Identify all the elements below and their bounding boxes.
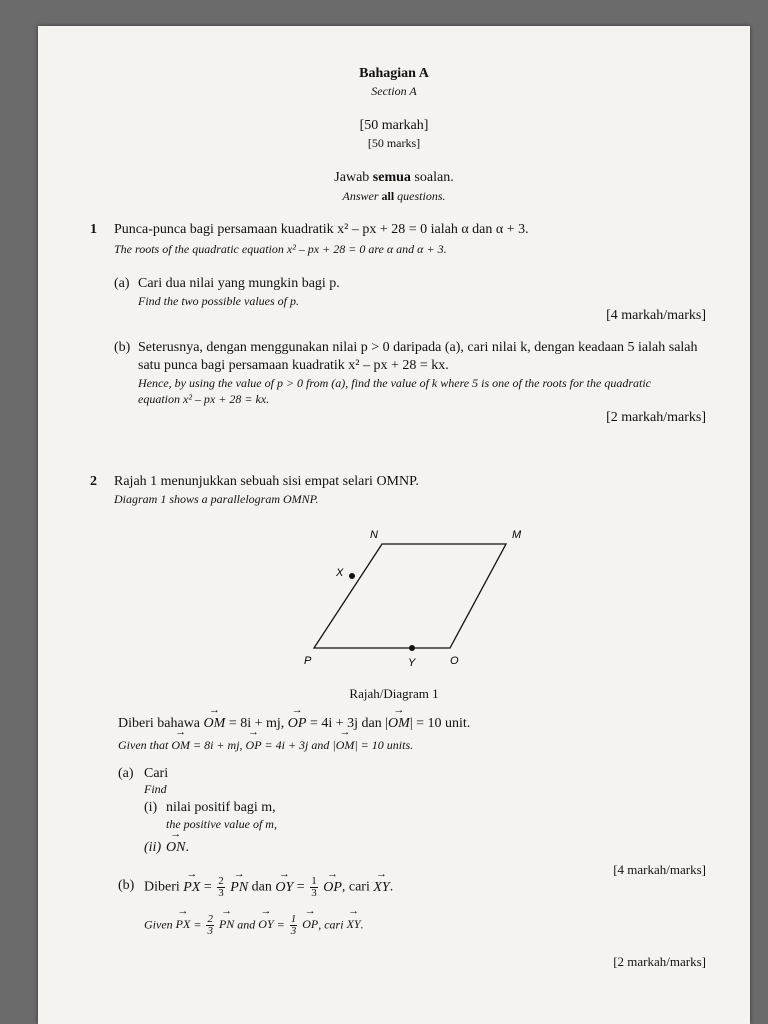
q2b-marks: [2 markah/marks] (613, 954, 706, 969)
q1a-text-en: Find the two possible values of p. (138, 294, 299, 308)
q2-stem: Rajah 1 menunjukkan sebuah sisi empat selari OMNP. (114, 474, 419, 489)
vector-px: → PX (183, 880, 200, 896)
parallelogram-omnp (314, 544, 506, 648)
total-marks: [50 markah] (359, 118, 429, 133)
vector-xy-en: → XY (347, 917, 361, 932)
fraction-two-thirds-en: $\frac{2}{3}$ (207, 913, 213, 937)
q2-number: 2 (90, 474, 97, 489)
q1a-label: (a) (114, 276, 130, 291)
section-title: Bahagian A (359, 66, 429, 81)
q2b-en-pre: Given (144, 917, 173, 932)
q1b-text-2: satu punca bagi persamaan kuadratik x² – px + 28 = kx. (138, 358, 449, 373)
q1-number: 1 (90, 222, 97, 237)
vector-op-b-en: → OP (302, 917, 318, 932)
q1b-text-1: Seterusnya, dengan menggunakan nilai p > 0 daripada (a), cari nilai k, dengan keadaan 5 ialah salah (138, 340, 698, 355)
q2aii-text: → ON. (166, 840, 189, 856)
parallelogram-diagram (296, 526, 536, 676)
diagram-caption: Rajah/Diagram 1 (349, 686, 439, 701)
q1b-label: (b) (114, 340, 131, 355)
instruction-pre: Jawab (334, 170, 373, 185)
q2-given-pre: Diberi bahawa (118, 716, 201, 731)
vector-om-en: → OM (171, 738, 190, 753)
q2-given-om-val: = 8i + mj, (228, 716, 285, 731)
q2a-label: (a) (118, 766, 134, 781)
vector-xy: → XY (373, 880, 389, 896)
vector-op: → OP (288, 716, 307, 732)
q1-stem: Punca-punca bagi persamaan kuadratik x² – px + 28 = 0 ialah α dan α + 3. (114, 222, 529, 237)
q2ai-text-en: the positive value of m, (166, 817, 277, 831)
q2ai-label: (i) (144, 800, 158, 815)
instruction-en-bold: all (381, 189, 395, 203)
q2-stem-en: Diagram 1 shows a parallelogram OMNP. (114, 492, 319, 506)
q2a-marks: [4 markah/marks] (613, 862, 706, 877)
section-title-en: Section A (371, 84, 417, 98)
q2-given-op-val: = 4i + 3j dan | (309, 716, 389, 731)
point-x (349, 573, 355, 579)
label-o: O (450, 655, 459, 667)
instruction-bold: semua (372, 170, 411, 185)
vector-px-en: → PX (176, 917, 191, 932)
q2-given-en (118, 738, 413, 753)
instruction-post: soalan. (410, 170, 454, 185)
q2-given-en-pre: Given that (118, 738, 169, 752)
instruction-en-post: questions. (394, 189, 446, 203)
q2-given-en-mod-val: | = 10 units. (354, 738, 414, 752)
point-y (409, 645, 415, 651)
total-marks-en: [50 marks] (367, 136, 421, 150)
vector-om: → OM (204, 716, 226, 732)
q2b-dan: dan (251, 879, 272, 895)
vector-on: → ON (166, 840, 185, 856)
exam-page (38, 26, 750, 1024)
instruction-en (38, 189, 750, 204)
q2b-en-cari: , cari (318, 917, 344, 932)
q1b-text-en-1: Hence, by using the value of p > 0 from (a), find the value of k where 5 is one of the roots for the quadratic (138, 376, 652, 390)
q2b-cari: , cari (341, 879, 370, 895)
q2aii-label: (ii) (144, 840, 162, 855)
vector-op-en: → OP (246, 738, 262, 753)
q1b-marks: [2 markah/marks] (606, 410, 706, 425)
label-p: P (304, 655, 312, 667)
q1b-text-en-2: equation x² – px + 28 = kx. (138, 392, 270, 406)
instruction (38, 170, 750, 186)
q2-given-en-op-val: = 4i + 3j and | (264, 738, 336, 752)
vector-om-modulus-en: → OM (336, 738, 355, 753)
vector-oy: → OY (275, 880, 293, 896)
instruction-en-pre: Answer (342, 189, 382, 203)
q2a-text-en: Find (144, 782, 167, 796)
vector-op-b: → OP (323, 880, 342, 896)
label-m: M (512, 529, 522, 541)
vector-oy-en: → OY (258, 917, 273, 932)
fraction-one-third-en: $\frac{1}{3}$ (290, 913, 297, 937)
q1a-text: Cari dua nilai yang mungkin bagi p. (138, 276, 340, 291)
q2-given-mod-val: | = 10 unit. (409, 716, 471, 731)
q1a-marks: [4 markah/marks] (606, 308, 706, 323)
fraction-two-thirds: $\frac{2}{3}$ (218, 875, 224, 899)
label-y: Y (408, 657, 416, 669)
q2b-text-en: Given → PX = $\frac{2}{3}$ → PN and → OY = $\frac{1}{3}$ → OP, cari → XY. (144, 914, 364, 937)
fraction-one-third: $\frac{1}{3}$ (311, 875, 317, 899)
vector-pn-en: → PN (219, 917, 234, 932)
q1-stem-en: The roots of the quadratic equation x² – px + 28 = 0 are α and α + 3. (114, 242, 447, 256)
label-n: N (370, 529, 378, 541)
label-x: X (336, 567, 344, 579)
vector-pn: → PN (230, 880, 248, 896)
q2b-text: Diberi → PX = $\frac{2}{3}$ → PN dan → OY = $\frac{1}{3}$ → OP, cari → XY. (144, 876, 393, 899)
q2b-en-and: and (237, 917, 256, 932)
q2ai-text: nilai positif bagi m, (166, 800, 276, 815)
q2b-pre: Diberi (144, 879, 180, 895)
vector-om-modulus: → OM (388, 716, 410, 732)
q2-given-en-om-val: = 8i + mj, (193, 738, 243, 752)
q2a-text: Cari (144, 766, 169, 781)
q2b-label: (b) (118, 878, 135, 893)
